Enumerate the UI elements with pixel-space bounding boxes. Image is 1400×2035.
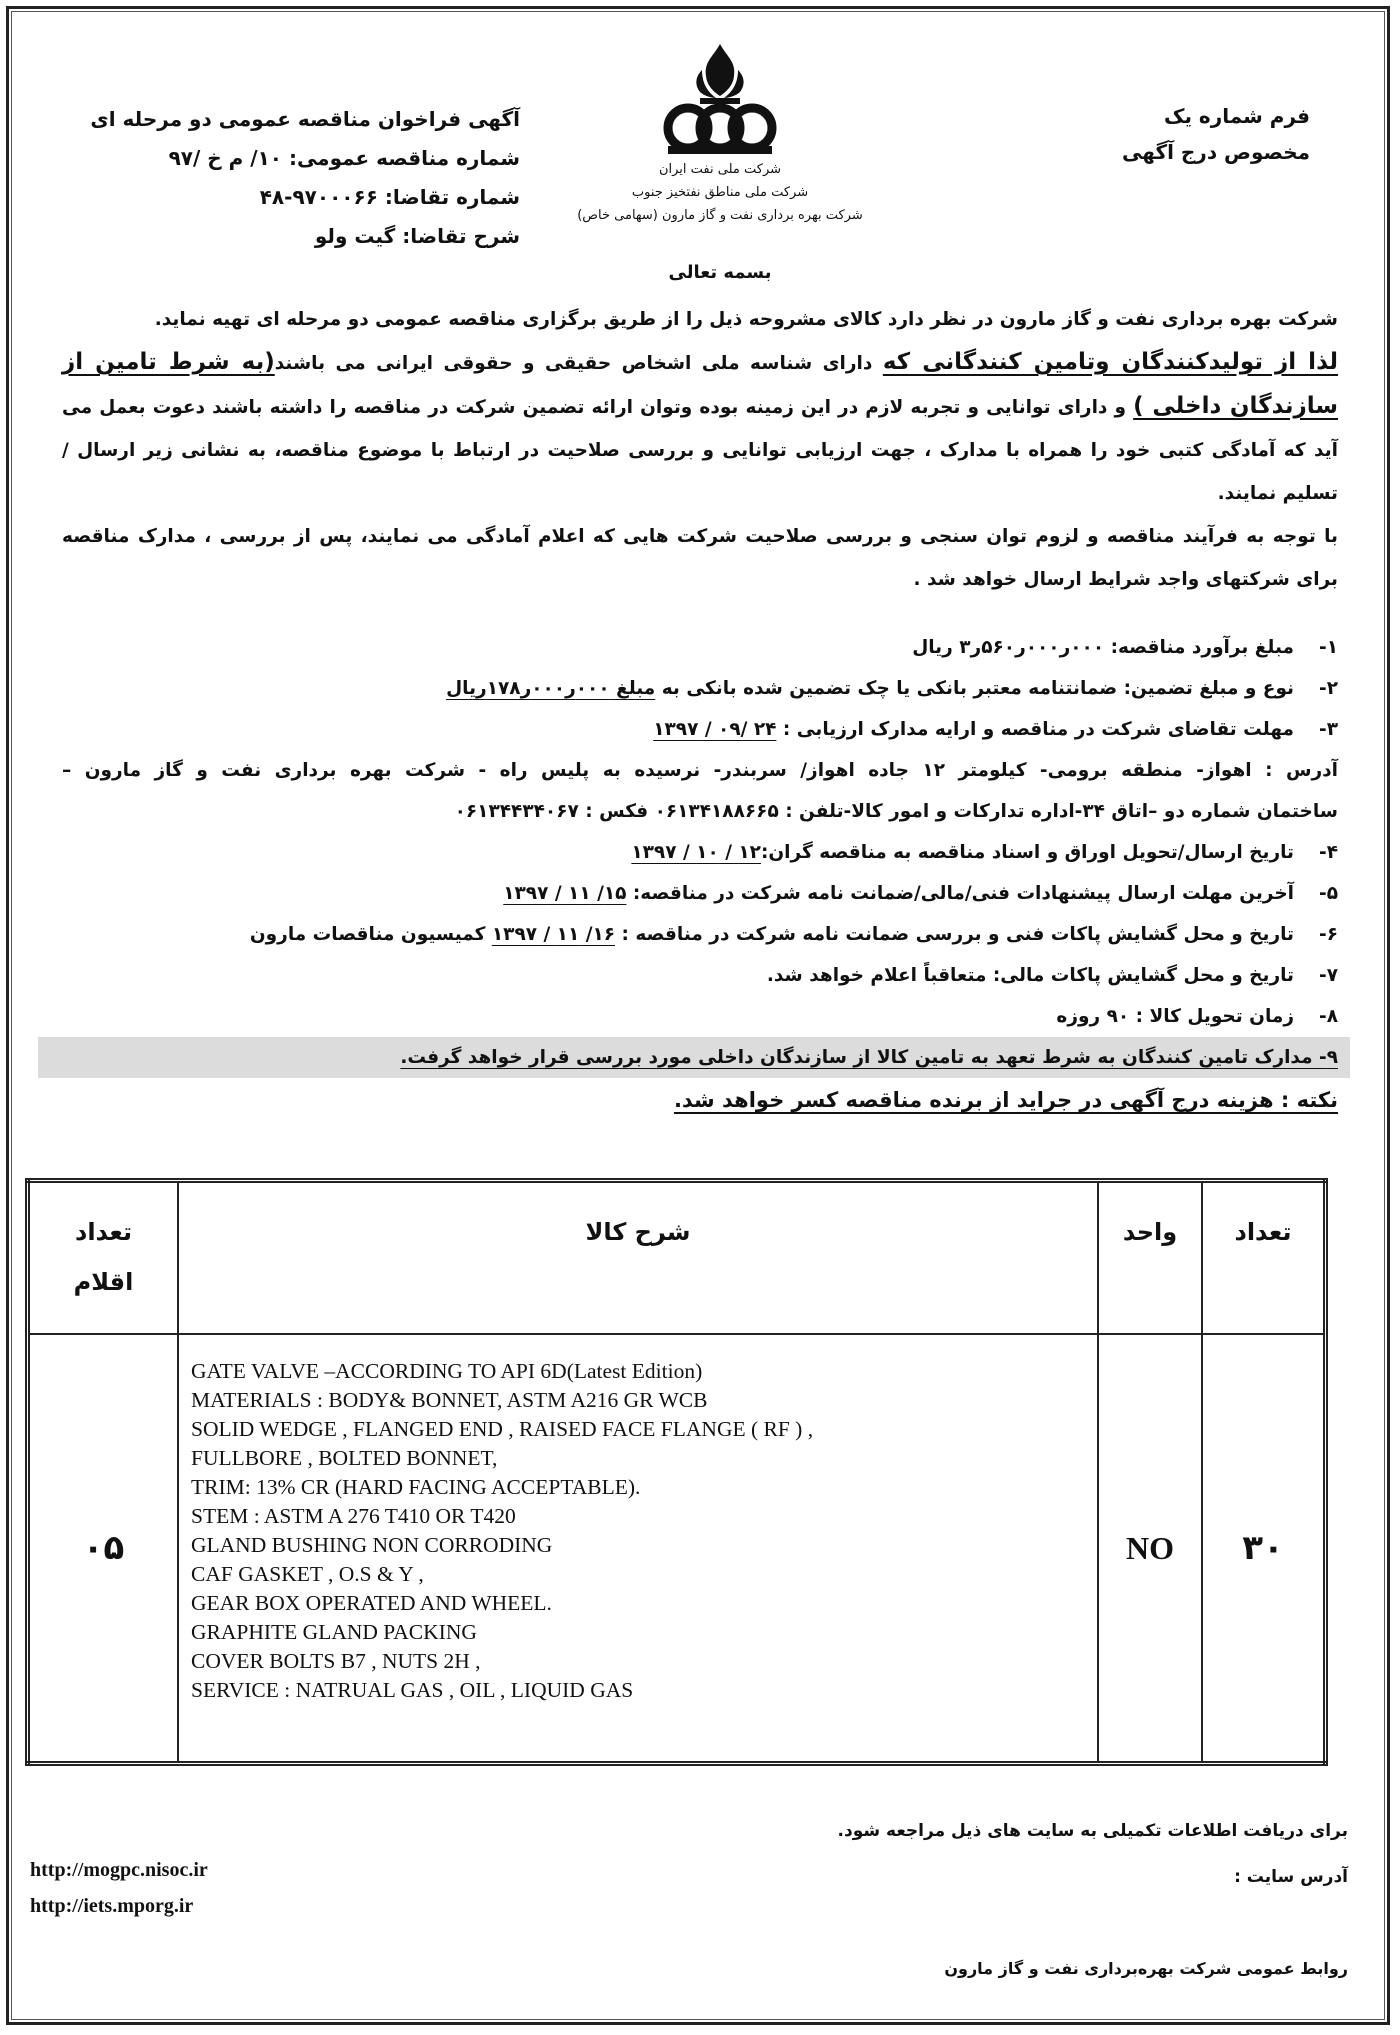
form-number: فرم شماره یک — [1163, 104, 1310, 128]
domestic-condition: (به شرط تامین از سازندگان داخلی ) — [62, 349, 1338, 419]
announcement-body — [62, 298, 1338, 601]
nioc-logo-icon — [660, 40, 780, 158]
header-unit: واحد — [1098, 1181, 1202, 1335]
condition-9: ۹- مدارک تامین کنندگان به شرط تعهد به تامین کالا از سازندگان داخلی مورد بررسی قرار خواهد گرفت. — [38, 1037, 1350, 1078]
public-relations: روابط عمومی شرکت بهره‌برداری نفت و گاز مارون — [944, 1959, 1348, 1978]
footer-info — [648, 1808, 1348, 1992]
desc-line: MATERIALS : BODY& BONNET, ASTM A216 GR WCB — [191, 1388, 708, 1412]
header-count: تعداد — [1202, 1181, 1326, 1335]
condition-7: ۷- تاریخ و محل گشایش پاکات مالی: متعاقباً اعلام خواهد شد. — [766, 965, 1338, 986]
tender-number: شماره مناقصه عمومی: ۱۰/ م خ /۹۷ — [168, 146, 520, 170]
desc-line: GEAR BOX OPERATED AND WHEEL. — [191, 1591, 552, 1615]
desc-line: GRAPHITE GLAND PACKING — [191, 1620, 477, 1644]
desc-line: STEM : ASTM A 276 T410 OR T420 — [191, 1504, 516, 1528]
request-description: شرح تقاضا: گیت ولو — [314, 224, 520, 248]
address-line-1: آدرس : اهواز- منطقه برومی- کیلومتر ۱۲ جاده اهواز/ سربندر- نرسیده به پلیس راه - شرکت بهره برداری نفت و گاز مارون – — [62, 760, 1338, 781]
header-items-count: تعداد اقلام — [28, 1181, 179, 1335]
condition-2: ۲- نوع و مبلغ تضمین: ضمانتنامه معتبر بانکی یا چک تضمین شده بانکی به مبلغ ۰۰۰ر۰۰۰ر۱۷۸ریال — [446, 678, 1338, 699]
header-description: شرح کالا — [178, 1181, 1098, 1335]
documents-date: ۱۲ / ۱۰ / ۱۳۹۷ — [631, 842, 761, 863]
table-header-row — [28, 1181, 1326, 1335]
desc-line: SERVICE : NATRUAL GAS , OIL , LIQUID GAS — [191, 1678, 634, 1702]
cell-unit: NO — [1098, 1334, 1202, 1764]
eligibility-highlight: لذا از تولیدکنندگان وتامین کنندگانی که — [882, 349, 1338, 375]
condition-1: ۱- مبلغ برآورد مناقصه: ۰۰۰ر۰۰۰ر۵۶۰ر۳ ریال — [912, 637, 1338, 658]
cell-items-count: ۰۵ — [28, 1334, 179, 1764]
condition-8: ۸- زمان تحویل کالا : ۹۰ روزه — [1056, 1006, 1338, 1027]
desc-line: COVER BOLTS B7 , NUTS 2H , — [191, 1649, 481, 1673]
paragraph-intro: شرکت بهره برداری نفت و گاز مارون در نظر دارد کالای مشروحه ذیل را از طریق برگزاری مناقصه عمومی دو مرحله ای تهیه نماید. — [154, 309, 1338, 330]
form-info — [1030, 98, 1310, 170]
website-link-1[interactable]: http://mogpc.nisoc.ir — [30, 1859, 208, 1881]
desc-line: FULLBORE , BOLTED BONNET, — [191, 1446, 498, 1470]
company-logo-block — [560, 40, 880, 227]
cell-count: ۳۰ — [1202, 1334, 1326, 1764]
tender-info — [80, 100, 520, 256]
deadline-date: ۲۴ /۰۹ / ۱۳۹۷ — [653, 719, 777, 740]
desc-line: SOLID WEDGE , FLANGED END , RAISED FACE FLANGE ( RF ) , — [191, 1417, 814, 1441]
address-line-2: ساختمان شماره دو –اتاق ۳۴-اداره تدارکات و امور کالا-تلفن : ۰۶۱۳۴۱۸۸۶۶۵ فکس : ۰۶۱۳۴۴۳۴۰۶۷ — [454, 801, 1338, 822]
cell-description — [178, 1334, 1098, 1764]
company-name-1: شرکت ملی نفت ایران — [658, 162, 782, 177]
eligibility-text: دارای شناسه ملی اشخاص حقیقی و حقوقی ایرانی می باشند — [274, 353, 883, 374]
desc-line: GATE VALVE –ACCORDING TO API 6D(Latest Edition) — [191, 1359, 703, 1383]
paragraph-process: با توجه به فرآیند مناقصه و لزوم توان سنجی و بررسی صلاحیت شرکت هایی که اعلام آمادگی می نمایند، پس از بررسی ، مدارک مناقصه برای شرکتهای واجد شرایط ارسال خواهد شد . — [62, 526, 1338, 590]
condition-5: ۵- آخرین مهلت ارسال پیشنهادات فنی/مالی/ضمانت نامه شرکت در مناقصه: ۱۵/ ۱۱ / ۱۳۹۷ — [503, 883, 1338, 904]
goods-table — [25, 1178, 1328, 1766]
paragraph-eligibility — [62, 341, 1338, 515]
request-number: شماره تقاضا: ۹۷۰۰۰۶۶-۴۸ — [259, 185, 520, 209]
tender-title: آگهی فراخوان مناقصه عمومی دو مرحله ای — [90, 107, 520, 131]
note: نکته : هزینه درج آگهی در جراید از برنده مناقصه کسر خواهد شد. — [673, 1088, 1338, 1112]
website-link-2[interactable]: http://iets.mporg.ir — [30, 1895, 194, 1917]
footer-links — [30, 1852, 208, 1924]
footer-info-text: برای دریافت اطلاعات تکمیلی به سایت های ذیل مراجعه شود. — [837, 1821, 1348, 1841]
condition-4: ۴- تاریخ ارسال/تحویل اوراق و اسناد مناقصه به مناقصه گران:۱۲ / ۱۰ / ۱۳۹۷ — [631, 842, 1338, 863]
form-purpose: مخصوص درج آگهی — [1122, 140, 1310, 164]
condition-3: ۳- مهلت تقاضای شرکت در مناقصه و ارایه مدارک ارزیابی : ۲۴ /۰۹ / ۱۳۹۷ — [653, 719, 1338, 740]
guarantee-amount: مبلغ ۰۰۰ر۰۰۰ر۱۷۸ریال — [446, 678, 656, 699]
proposal-deadline: ۱۵/ ۱۱ / ۱۳۹۷ — [503, 883, 627, 904]
site-label: آدرس سایت : — [1234, 1867, 1348, 1887]
desc-line: TRIM: 13% CR (HARD FACING ACCEPTABLE). — [191, 1475, 641, 1499]
desc-line: CAF GASKET , O.S & Y , — [191, 1562, 424, 1586]
company-name-2: شرکت ملی مناطق نفتخیز جنوب — [631, 185, 809, 200]
condition-6: ۶- تاریخ و محل گشایش پاکات فنی و بررسی ضمانت نامه شرکت در مناقصه : ۱۶/ ۱۱ / ۱۳۹۷ کمیسیون مناقصات مارون — [249, 924, 1338, 945]
company-name-3: شرکت بهره برداری نفت و گاز مارون (سهامی خاص) — [577, 208, 863, 223]
tender-conditions — [62, 627, 1338, 1122]
basmala: بسمه تعالی — [668, 262, 772, 283]
table-row — [28, 1334, 1326, 1764]
desc-line: GLAND BUSHING NON CORRODING — [191, 1533, 553, 1557]
eligibility-rest: و دارای توانایی و تجربه لازم در این زمینه بوده وتوان ارائه تضمین شرکت در مناقصه را داشته باشند دعوت بعمل می آید که آمادگی کتبی خود را همراه با مدارک ، جهت ارزیابی توانایی و بررسی صلاحیت در ارتباط با موضوع مناقصه، به نشانی زیر ارسال / تسلیم نمایند. — [62, 397, 1338, 504]
opening-date: ۱۶/ ۱۱ / ۱۳۹۷ — [491, 924, 616, 945]
